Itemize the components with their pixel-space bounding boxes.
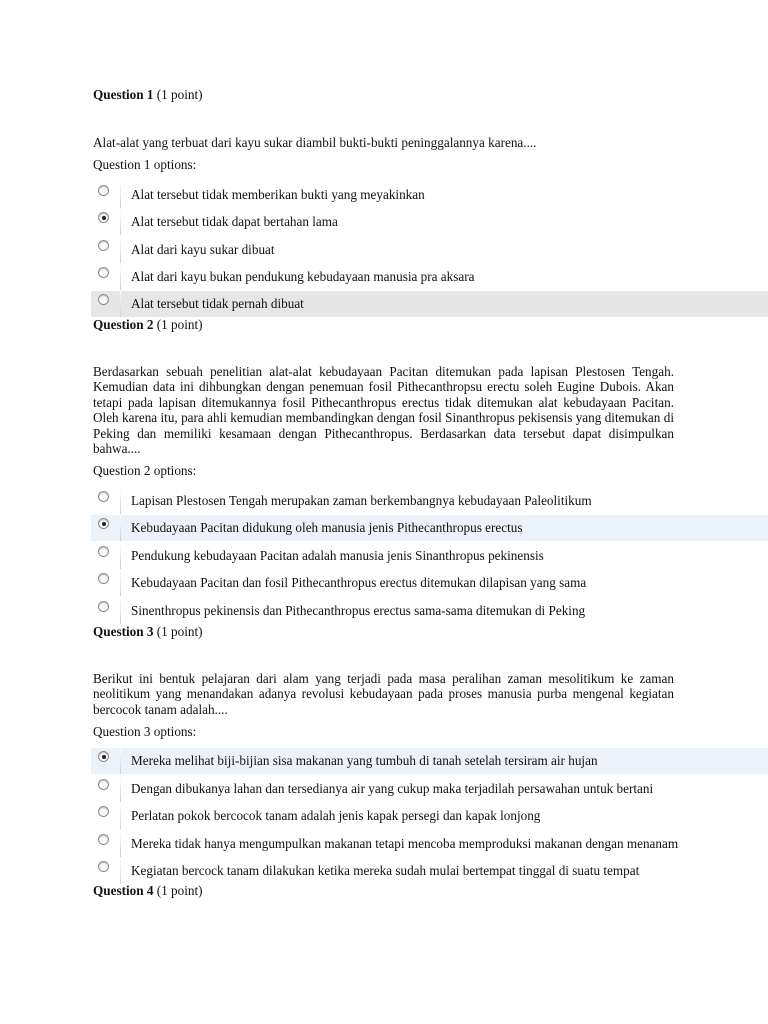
question-3-option-4[interactable] <box>91 831 768 857</box>
question-1-points: (1 point) <box>156 87 203 102</box>
radio-button[interactable] <box>98 294 109 305</box>
radio-button[interactable] <box>98 601 109 612</box>
radio-button-selected[interactable] <box>98 518 109 529</box>
question-2-option-3[interactable] <box>91 543 768 569</box>
question-3-points: (1 point) <box>156 624 203 639</box>
option-label: Alat dari kayu bukan pendukung kebudayaan manusia pra aksara <box>131 269 475 284</box>
radio-button-selected[interactable] <box>98 212 109 223</box>
radio-button[interactable] <box>98 185 109 196</box>
option-label: Alat dari kayu sukar dibuat <box>131 242 275 257</box>
option-label: Kegiatan bercock tanam dilakukan ketika mereka sudah mulai bertempat tinggal di suatu tempat <box>131 863 640 878</box>
radio-button[interactable] <box>98 861 109 872</box>
question-2-option-5[interactable] <box>91 598 768 624</box>
option-label: Kebudayaan Pacitan dan fosil Pithecanthropus erectus ditemukan dilapisan yang sama <box>131 575 587 590</box>
option-label: Alat tersebut tidak pernah dibuat <box>131 296 304 311</box>
option-label: Perlatan pokok bercocok tanam adalah jenis kapak persegi dan kapak lonjong <box>131 808 541 823</box>
question-3-option-3[interactable] <box>91 803 768 829</box>
radio-button[interactable] <box>98 240 109 251</box>
option-label: Alat tersebut tidak memberikan bukti yang meyakinkan <box>131 187 425 202</box>
option-label: Lapisan Plestosen Tengah merupakan zaman berkembangnya kebudayaan Paleolitikum <box>131 493 592 508</box>
question-3-title: Question 3 <box>93 624 154 639</box>
question-1-header <box>93 87 203 103</box>
radio-button[interactable] <box>98 491 109 502</box>
option-label: Mereka tidak hanya mengumpulkan makanan tetapi mencoba memproduksi makanan dengan menanam <box>131 836 679 851</box>
question-1-option-3[interactable] <box>91 237 768 263</box>
question-3-text: Berikut ini bentuk pelajaran dari alam yang terjadi pada masa peralihan zaman mesolitikum ke zaman neolitikum yang menandakan adanya revolusi kebudayaan pada proses manusia purba mengenal kegiatan bercocok tanam adalah.... <box>93 671 674 717</box>
option-label: Mereka melihat biji-bijian sisa makanan yang tumbuh di tanah setelah tersiram air hujan <box>131 753 598 768</box>
question-3-header <box>93 624 203 640</box>
question-2-option-1[interactable] <box>91 488 768 514</box>
question-2-option-4[interactable] <box>91 570 768 596</box>
question-1-option-1[interactable] <box>91 182 768 208</box>
question-1-option-5[interactable] <box>91 291 768 317</box>
question-2-option-2[interactable] <box>91 515 768 541</box>
question-2-points: (1 point) <box>156 317 203 332</box>
radio-button[interactable] <box>98 806 109 817</box>
question-1-text: Alat-alat yang terbuat dari kayu sukar diambil bukti-bukti peninggalannya karena.... <box>93 135 537 150</box>
question-1-title: Question 1 <box>93 87 154 102</box>
question-4-header <box>93 883 203 899</box>
question-2-options-label: Question 2 options: <box>93 463 197 478</box>
question-1-option-2[interactable] <box>91 209 768 235</box>
question-3-option-5[interactable] <box>91 858 768 884</box>
question-2-header <box>93 317 203 333</box>
radio-button[interactable] <box>98 779 109 790</box>
option-label: Dengan dibukanya lahan dan tersedianya air yang cukup maka terjadilah persawahan untuk bertani <box>131 781 654 796</box>
question-3-options-label: Question 3 options: <box>93 724 197 739</box>
option-label: Alat tersebut tidak dapat bertahan lama <box>131 214 338 229</box>
question-1-options-label: Question 1 options: <box>93 157 197 172</box>
option-label: Pendukung kebudayaan Pacitan adalah manusia jenis Sinanthropus pekinensis <box>131 548 544 563</box>
question-2-title: Question 2 <box>93 317 154 332</box>
radio-button[interactable] <box>98 573 109 584</box>
question-2-text: Berdasarkan sebuah penelitian alat-alat kebudayaan Pacitan ditemukan pada lapisan Plestosen Tengah. Kemudian data ini dihbungkan dengan penemuan fosil Pithecanthropsu erectu soleh Eugine Dubois. Akan tetapi pada lapisan ditemukannya fosil Pithecanthropus erectus tidak ditemukan alat kebudayaan Pacitan. Oleh karena itu, para ahli kemudian membandingkan dengan fosil Sinanthropus pekisensis yang ditemukan di Peking dan memiliki kesamaan dengan Pithecanthropus. Berdasarkan data tersebut dapat disimpulkan bahwa.... <box>93 364 674 457</box>
radio-button[interactable] <box>98 267 109 278</box>
question-1-option-4[interactable] <box>91 264 768 290</box>
question-4-points: (1 point) <box>156 883 203 898</box>
radio-button[interactable] <box>98 834 109 845</box>
question-3-option-1[interactable] <box>91 748 768 774</box>
radio-button-selected[interactable] <box>98 751 109 762</box>
option-label: Sinenthropus pekinensis dan Pithecanthropus erectus sama-sama ditemukan di Peking <box>131 603 586 618</box>
radio-button[interactable] <box>98 546 109 557</box>
option-label: Kebudayaan Pacitan didukung oleh manusia jenis Pithecanthropus erectus <box>131 520 523 535</box>
question-3-option-2[interactable] <box>91 776 768 802</box>
question-4-title: Question 4 <box>93 883 154 898</box>
